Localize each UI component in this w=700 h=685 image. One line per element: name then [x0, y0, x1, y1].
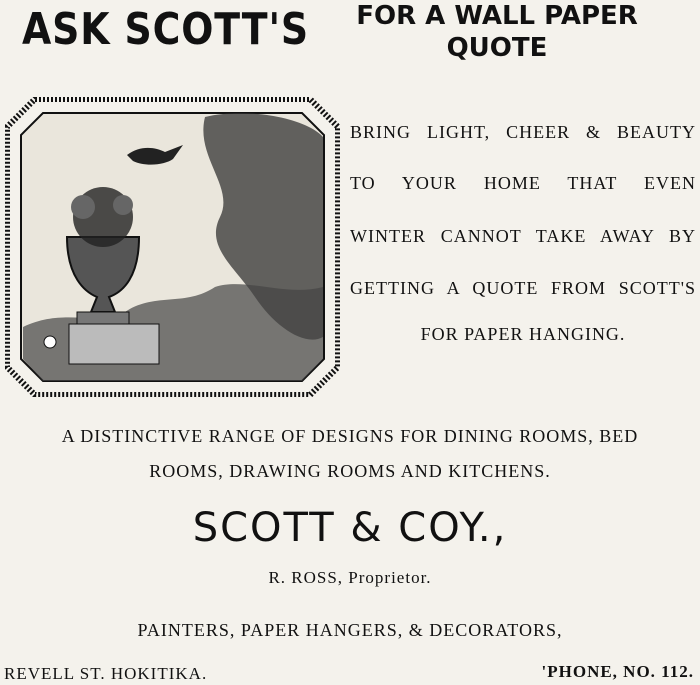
flower-2	[113, 195, 133, 215]
small-flower	[44, 336, 56, 348]
firm-name: SCOTT & COY.,	[192, 505, 508, 551]
intro-line-2: TO YOUR HOME THAT EVEN	[350, 173, 696, 193]
proprietor: R. ROSS, Proprietor.	[268, 568, 432, 587]
garden-illustration	[5, 97, 340, 397]
intro-line-4: GETTING A QUOTE FROM SCOTT'S	[350, 278, 696, 298]
urn-pedestal	[77, 312, 129, 324]
headline: ASK SCOTT'S	[22, 4, 310, 55]
trades: PAINTERS, PAPER HANGERS, & DECORATORS,	[137, 620, 563, 640]
subheadline-line-2: QUOTE	[446, 33, 548, 63]
address: REVELL ST. HOKITIKA.	[4, 664, 208, 683]
intro-line-5: FOR PAPER HANGING.	[420, 324, 626, 344]
subheadline-line-1: FOR A WALL PAPER	[356, 1, 638, 31]
range-line-1: A DISTINCTIVE RANGE OF DESIGNS FOR DINING ROOMS, BED	[61, 426, 639, 446]
range-line-2: ROOMS, DRAWING ROOMS AND KITCHENS.	[149, 461, 551, 481]
phone: 'PHONE, NO. 112.	[541, 662, 694, 681]
intro-line-3: WINTER CANNOT TAKE AWAY BY	[350, 226, 696, 246]
flower-1	[71, 195, 95, 219]
intro-line-1: BRING LIGHT, CHEER & BEAUTY	[350, 122, 696, 142]
subheadline	[352, 0, 642, 64]
urn-base	[69, 324, 159, 364]
